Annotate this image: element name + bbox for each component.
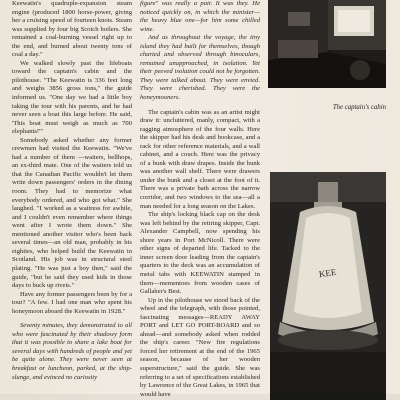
paragraph: We walked slowly past the lifeboats toward the captain's cabin and the pilothouse. "The Keewatin is 336 feet long and weighs 3856 gross tons," the guide informed us. "One day we had a little boy taking the tour with his parents, and he had never seen a boat this large before. He said, 'This boat must weigh as much as 700 elephants!'" [12,59,132,136]
paragraph: Somebody asked whether any former crewmen had visited the Keewatin. "We've had a number of them —waiters, bellhops, an ex-third mate. One of the waiters told us that the Canadian Pacific wouldn't let them write down passengers' orders in the dining room. They had to memorize what everybody ordered, and who got what." She laughed. "I worked as a waitress for awhile, and I couldn't even remember where things went after I wrote them down." She mentioned another visitor who's been back several times—an old man, probably in his eighties, who helped build the Keewatin in Scotland. His job was in structural steel plating. "He was just a boy then," said the guide, "but he said they used kids in those days to buck up rivets." [12,136,132,290]
paragraph: The ship's locking black cap on the desk was left behind by the retiring skipper, Capt. Alexander Campbell, now spending his shore years in Port McNicoll. There were other signs of departed life. Tacked to the inner screen door leading from the captain's quarters to the deck was an accumulation of metal tabs with KEEWATIN stamped in them—mementoes from wooden cases of Gallaher's Best. [140,211,260,296]
text-column-middle [140,0,260,399]
italic-paragraph: figure" was really a pair. It was they. He noticed quickly on, in which the minister—the heavy blue one—for him some chilled wine. [140,0,260,33]
page-shadow [0,394,400,400]
paragraph: Up in the pilothouse we stood back of the wheel and the telegraph, with those pointed, fascinating messages—READY AWAY PORT and LET GO PORT-BOARD and so ahead—and somebody asked when rodded the ship's career. "New fire regulations forced her retirement at the end of the 1965 season, because of her wooden superstructure," said the guide. She was referring to a set of specifications established by Lawrence of the Great Lakes, in 1965 that would have [140,296,260,398]
paragraph: Have any former passengers been by for a tour? "A few. I had one man who spent his honeymoon aboard the Keewatin in 1928." [12,290,132,315]
italic-paragraph: Seventy minutes, they demonstrated to all who were fascinated by their shadowy form that it was possible to share a lake boat for several days with hundreds of people and yet be quite alone. They were never seen at breakfast or luncheon, parked, at the ship-slunge, and evinced no curiosity [12,322,132,381]
paragraph: Keewatin's quadruple-expansion steam engine (produced 1800 horse-power, giving her a cruising speed of fourteen knots. Steam was supplied by four big Scotch boilers. She remained a coal-burning vessel right up to the end, and burned about twenty tons of coal a day." [12,0,132,59]
svg-text:KEE: KEE [318,266,337,280]
italic-paragraph: And as throughout the voyage, the tiny island they had built for themselves, though charted and observed through binoculars, remained unapproached, in isolation. Yet their peeved isolation could not be forgotten. They were talked about. They were envied. They were cherished. They were the honeymooners. [140,34,260,102]
text-column-left [12,0,132,382]
captains-cabin-photo [268,0,386,88]
ship-bell-photo [270,172,386,400]
paragraph: The captain's cabin was as an artist might draw it: uncluttered, manly, compact, with a ragging atmosphere of the four walls. Here the skipper had his desk and bookcase, and a rack for other reference materials, and a wall cabinet, and a couch. Here was the privacy of a bunk with draw drapes. Inside the bunk was another wall shelf. There were drawers under the bunk and a closet at the foot of it. There was a private bath across the narrow corridor, and two windows to the sea—all a man needed for a long season on the Lakes. [140,108,260,210]
photo-caption: The captain's cabin [332,104,386,111]
